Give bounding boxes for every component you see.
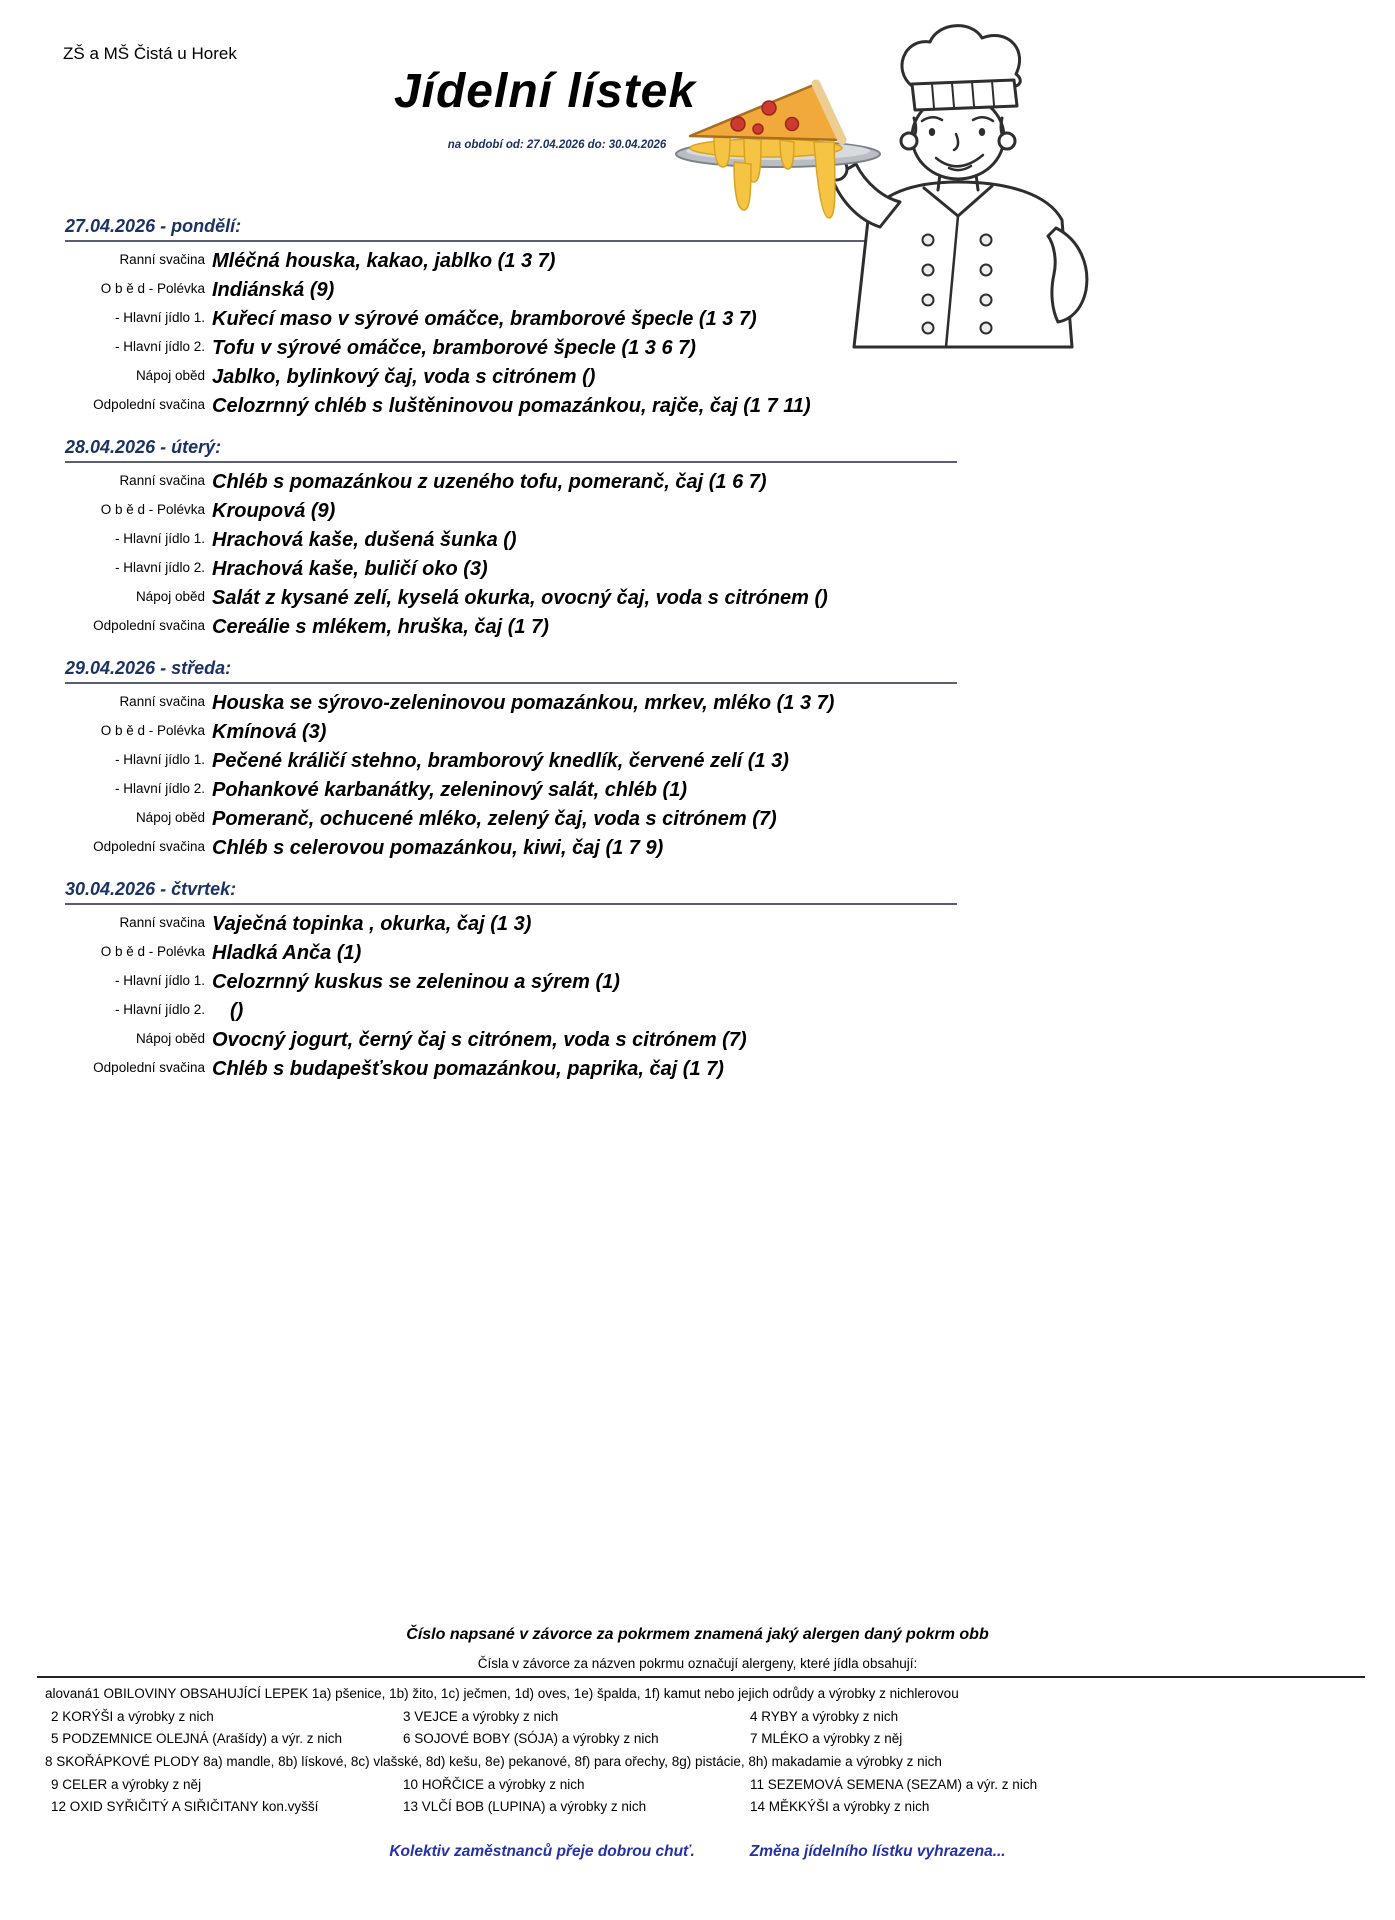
- allergen-section: [0, 1626, 1395, 1818]
- meal-text: Indiánská (9): [212, 279, 335, 301]
- day-divider: [65, 682, 957, 684]
- meal-text: Kroupová (9): [212, 500, 336, 522]
- meal-text: Celozrnný chléb s luštěninovou pomazánkou, rajče, čaj (1 7 11): [212, 395, 811, 417]
- footer-wish: Kolektiv zaměstnanců přeje dobrou chuť.: [389, 1843, 695, 1860]
- allergen-item: 11 SEZEMOVÁ SEMENA (SEZAM) a výr. z nich: [750, 1777, 1038, 1792]
- allergen-item: 13 VLČÍ BOB (LUPINA) a výrobky z nich: [403, 1799, 647, 1814]
- day-section: [65, 879, 1365, 1085]
- course-label: - Hlavní jídlo 1.: [114, 973, 205, 988]
- allergen-item: 7 MLÉKO a výrobky z něj: [750, 1731, 903, 1746]
- course-label: Odpolední svačina: [93, 618, 205, 633]
- day-heading: 29.04.2026 - středa:: [65, 658, 232, 678]
- menu-row: [65, 1056, 1365, 1085]
- course-label: Odpolední svačina: [93, 839, 205, 854]
- course-label: Nápoj oběd: [135, 810, 205, 825]
- meal-text: Celozrnný kuskus se zeleninou a sýrem (1): [212, 971, 620, 993]
- meal-text: Hladká Anča (1): [212, 942, 362, 964]
- course-label: - Hlavní jídlo 2.: [114, 781, 205, 796]
- course-label: - Hlavní jídlo 1.: [114, 531, 205, 546]
- meal-text: Ovocný jogurt, černý čaj s citrónem, voda s citrónem (7): [212, 1029, 747, 1051]
- course-label: O b ě d - Polévka: [100, 502, 205, 517]
- day-divider: [65, 461, 957, 463]
- course-label: - Hlavní jídlo 2.: [114, 339, 205, 354]
- menu-row: [65, 748, 1365, 777]
- school-name: ZŠ a MŠ Čistá u Horek: [63, 44, 237, 63]
- menu-row: [65, 1027, 1365, 1056]
- chef-pizza-illustration: [668, 22, 1173, 357]
- allergen-note-bold: Číslo napsané v závorce za pokrmem znamená jaký alergen daný pokrm obb: [406, 1626, 989, 1643]
- allergen-item: 12 OXID SYŘIČITÝ A SIŘIČITANY kon.vyšší: [51, 1799, 319, 1814]
- meal-text: Pomeranč, ochucené mléko, zelený čaj, voda s citrónem (7): [212, 808, 777, 830]
- menu-row: [65, 969, 1365, 998]
- day-divider: [65, 903, 957, 905]
- allergen-item: 10 HOŘČICE a výrobky z nich: [403, 1777, 585, 1792]
- menu-row: [65, 998, 1365, 1027]
- menu-row: [65, 614, 1365, 643]
- meal-text: (): [230, 1000, 244, 1022]
- meal-text: Kuřecí maso v sýrové omáčce, bramborové špecle (1 3 7): [212, 308, 757, 330]
- day-section: [65, 658, 1365, 864]
- course-label: Ranní svačina: [119, 915, 205, 930]
- course-label: Odpolední svačina: [93, 1060, 205, 1075]
- menu-row: [65, 393, 1365, 422]
- menu-row: [65, 469, 1365, 498]
- allergen-item: 14 MĚKKÝŠI a výrobky z nich: [750, 1799, 930, 1814]
- course-label: O b ě d - Polévka: [100, 723, 205, 738]
- meal-text: Hrachová kaše, dušená šunka (): [212, 529, 517, 551]
- menu-row: [65, 835, 1365, 864]
- meal-text: Chléb s celerovou pomazánkou, kiwi, čaj (1 7 9): [212, 837, 664, 859]
- allergen-row: [37, 1706, 1365, 1728]
- menu-row: [65, 806, 1365, 835]
- meal-text: Pohankové karbanátky, zeleninový salát, chléb (1): [212, 779, 687, 801]
- allergen-row: [37, 1728, 1365, 1750]
- course-label: - Hlavní jídlo 2.: [114, 1002, 205, 1017]
- allergen-item: 5 PODZEMNICE OLEJNÁ (Arašídy) a výr. z nich: [51, 1731, 343, 1746]
- meal-text: Chléb s budapešťskou pomazánkou, paprika, čaj (1 7): [212, 1058, 724, 1080]
- menu-row: [65, 527, 1365, 556]
- meal-text: Mléčná houska, kakao, jablko (1 3 7): [212, 250, 556, 272]
- menu-row: [65, 556, 1365, 585]
- menu-row: [65, 585, 1365, 614]
- allergen-row: alovaná1 OBILOVINY OBSAHUJÍCÍ LEPEK 1a) pšenice, 1b) žito, 1c) ječmen, 1d) oves, 1e) špalda, 1f) kamut nebo jejich odrůdy a výrobky z nichlerovou: [45, 1686, 959, 1701]
- allergen-item: 4 RYBY a výrobky z nich: [750, 1709, 899, 1724]
- meal-text: Pečené králičí stehno, bramborový knedlík, červené zelí (1 3): [212, 750, 789, 772]
- footer: [0, 1843, 1395, 1861]
- course-label: - Hlavní jídlo 1.: [114, 752, 205, 767]
- course-label: Nápoj oběd: [135, 1031, 205, 1046]
- day-heading: 28.04.2026 - úterý:: [65, 437, 222, 457]
- course-label: Ranní svačina: [119, 473, 205, 488]
- period-label: na období od: 27.04.2026 do: 30.04.2026: [447, 139, 667, 151]
- menu-row: [65, 940, 1365, 969]
- menu-row: [65, 364, 1365, 393]
- meal-text: Hrachová kaše, buličí oko (3): [212, 558, 488, 580]
- course-label: Ranní svačina: [119, 252, 205, 267]
- day-section: [65, 437, 1365, 643]
- allergen-row: [37, 1774, 1365, 1796]
- course-label: O b ě d - Polévka: [100, 281, 205, 296]
- footer-disclaimer: Změna jídelního lístku vyhrazena...: [749, 1843, 1006, 1860]
- menu-row: [65, 719, 1365, 748]
- allergen-row: [37, 1796, 1365, 1818]
- course-label: - Hlavní jídlo 2.: [114, 560, 205, 575]
- meal-text: Cereálie s mlékem, hruška, čaj (1 7): [212, 616, 549, 638]
- allergen-note: Čísla v závorce za názven pokrmu označují alergeny, které jídla obsahují:: [477, 1656, 918, 1671]
- allergen-row: 8 SKOŘÁPKOVÉ PLODY 8a) mandle, 8b) lískové, 8c) vlašské, 8d) kešu, 8e) pekanové, 8f) para ořechy, 8g) pistácie, 8h) makadamie a výrobky z nich: [45, 1754, 942, 1769]
- meal-text: Houska se sýrovo-zeleninovou pomazánkou, mrkev, mléko (1 3 7): [212, 692, 835, 714]
- course-label: Nápoj oběd: [135, 589, 205, 604]
- page-title: Jídelní lístek: [393, 65, 697, 118]
- menu-row: [65, 690, 1365, 719]
- course-label: - Hlavní jídlo 1.: [114, 310, 205, 325]
- meal-text: Vaječná topinka , okurka, čaj (1 3): [212, 913, 532, 935]
- course-label: Nápoj oběd: [135, 368, 205, 383]
- allergen-item: 2 KORÝŠI a výrobky z nich: [51, 1709, 214, 1724]
- course-label: Ranní svačina: [119, 694, 205, 709]
- meal-text: Jablko, bylinkový čaj, voda s citrónem (): [212, 366, 596, 388]
- meal-text: Kmínová (3): [212, 721, 327, 743]
- allergen-item: 3 VEJCE a výrobky z nich: [403, 1709, 559, 1724]
- meal-text: Tofu v sýrové omáčce, bramborové špecle (1 3 6 7): [212, 337, 696, 359]
- day-heading: 30.04.2026 - čtvrtek:: [65, 879, 237, 899]
- meal-text: Chléb s pomazánkou z uzeného tofu, pomeranč, čaj (1 6 7): [212, 471, 767, 493]
- course-label: Odpolední svačina: [93, 397, 205, 412]
- allergen-list: [37, 1676, 1365, 1818]
- course-label: O b ě d - Polévka: [100, 944, 205, 959]
- meal-text: Salát z kysané zelí, kyselá okurka, ovocný čaj, voda s citrónem (): [212, 587, 828, 609]
- allergen-item: 9 CELER a výrobky z něj: [51, 1777, 202, 1792]
- day-heading: 27.04.2026 - pondělí:: [65, 216, 242, 236]
- allergen-item: 6 SOJOVÉ BOBY (SÓJA) a výrobky z nich: [403, 1731, 659, 1746]
- menu-row: [65, 777, 1365, 806]
- menu-row: [65, 911, 1365, 940]
- menu-row: [65, 498, 1365, 527]
